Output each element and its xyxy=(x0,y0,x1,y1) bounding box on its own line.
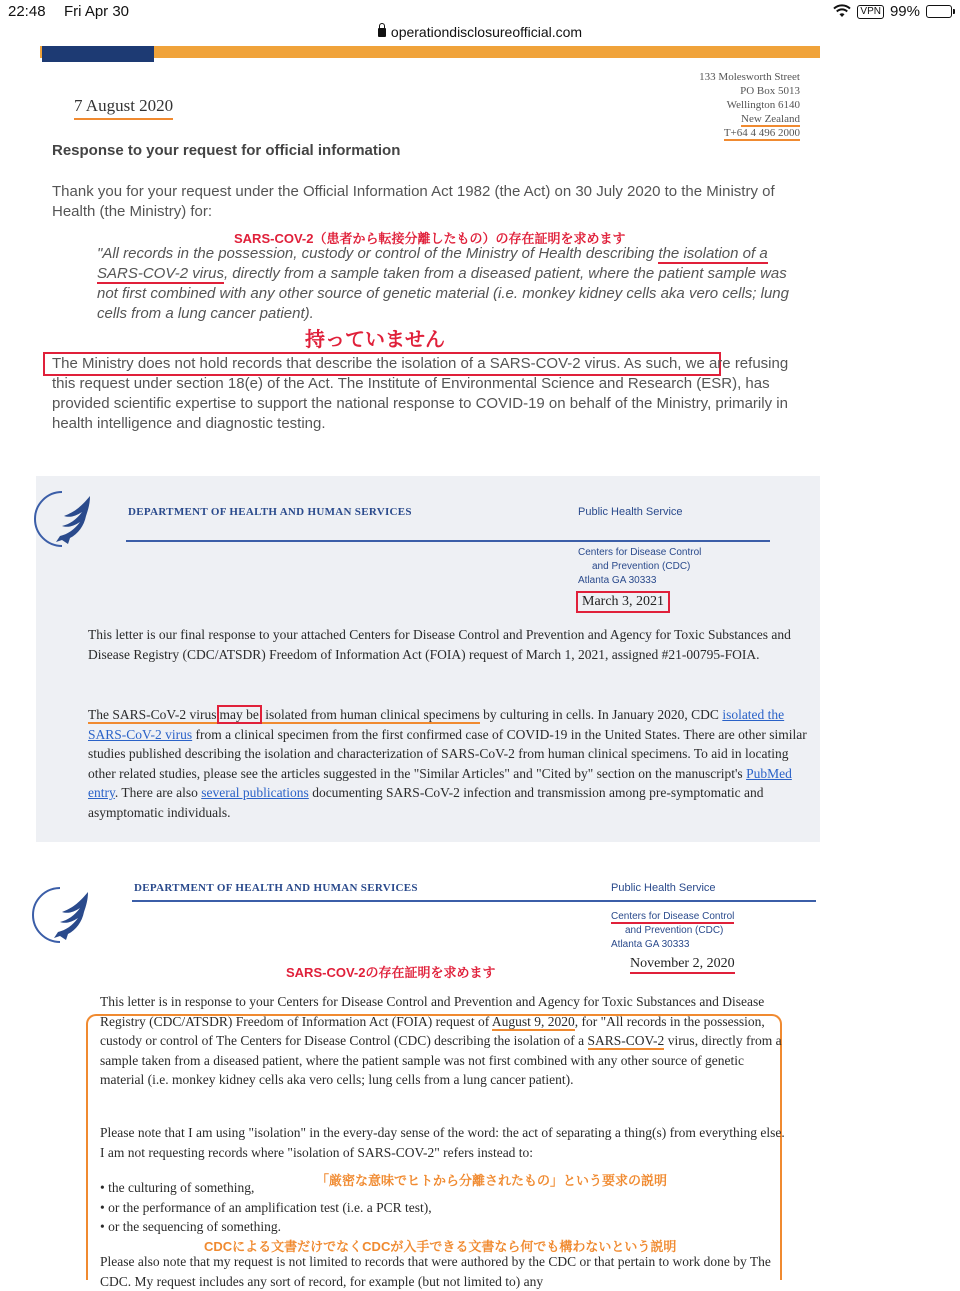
nz-finding-paragraph xyxy=(52,354,800,434)
address-line: T+64 4 496 2000 xyxy=(723,127,800,139)
body-text: from a clinical specimen from the first confirmed case of COVID-19 in the United States. There are other similar studies published describing the isolation and characterization of SARS-CoV-2 from human clinical specimens. To aid in locating other related studies, please see the articles suggested in the "Similar Articles" and "Cited by" section on the manuscript's xyxy=(88,726,807,781)
underlined-text: SARS-COV-2 xyxy=(587,1033,665,1048)
quote-highlight: the isolation of a SARS-COV-2 virus xyxy=(97,245,768,282)
list-item: • the culturing of something, xyxy=(100,1180,255,1195)
header-rule xyxy=(126,540,770,542)
url-text: operationdisclosureofficial.com xyxy=(390,24,583,40)
finding-rest: As such, we are refusing this request under section 18(e) of the Act. The Institute of Environmental Science and Research (ESR), has provided scientific expertise to support the national response to COVID-19 on behalf of the Ministry, primarily in health intelligence and diagnostic testing. xyxy=(52,355,789,432)
several-publications-link[interactable]: several publications xyxy=(201,785,309,800)
address-line: PO Box 5013 xyxy=(740,85,800,97)
address-line: Atlanta GA 30333 xyxy=(578,575,657,586)
jp-annotation: SARS-COV-2（患者から転接分離したもの）の存在証明を求めます xyxy=(234,231,626,246)
public-health-service: Public Health Service xyxy=(578,506,683,518)
body-text: documenting SARS-CoV-2 infection and transmission among pre-symptomatic and asymptomatic individuals. xyxy=(88,785,764,820)
november-letter-date: November 2, 2020 xyxy=(630,956,735,974)
body-text: , for "All records in the possession, custody or control of The Centers for Disease Control (CDC) describing the isolation of a xyxy=(100,1013,765,1048)
nz-intro-paragraph: Thank you for your request under the Official Information Act 1982 (the Act) on 30 July 2020 to the Ministry of Health (the Ministry) for: xyxy=(52,183,775,220)
cdc-march-paragraph-2 xyxy=(88,705,818,822)
body-text: by culturing in cells. In January 2020, CDC xyxy=(479,707,723,722)
list-item: • or the performance of an amplification test (i.e. a PCR test), xyxy=(100,1199,432,1215)
hhs-eagle-logo xyxy=(38,882,96,948)
status-right xyxy=(833,3,952,20)
nz-ministry-letter xyxy=(0,46,960,466)
hhs-dept-title: DEPARTMENT OF HEALTH AND HUMAN SERVICES xyxy=(128,506,412,518)
body-text: . There are also xyxy=(114,785,202,800)
cdc-november-paragraph-1 xyxy=(100,992,790,1090)
cdc-address xyxy=(611,910,734,952)
finding-text: The Ministry does not hold records that describe the isolation of a SARS-COV-2 virus. xyxy=(52,355,621,372)
address-line: Centers for Disease Control xyxy=(578,547,702,558)
nz-address xyxy=(699,70,800,140)
cdc-november-paragraph-3: Please also note that my request is not limited to records that were authored by the CDC or that pertain to work done by The CDC. My request includes any sort of record, for example (but not limited to) any xyxy=(100,1254,771,1289)
cdc-november-letter xyxy=(36,878,820,1289)
request-exclusions-list xyxy=(100,1178,600,1237)
jp-annotation: SARS-COV-2の存在証明を求めます xyxy=(286,965,496,980)
march-letter-date: March 3, 2021 xyxy=(576,591,670,613)
battery-percent: 99% xyxy=(889,3,920,20)
nz-request-quote xyxy=(97,244,797,324)
body-text: This letter is in response to your Centers for Disease Control and Prevention and Agency for Toxic Substances and Disease Registry (CDC/ATSDR) Freedom of Information Act (FOIA) request of xyxy=(100,994,765,1029)
address-line: Atlanta GA 30333 xyxy=(611,939,690,950)
cdc-march-letter xyxy=(36,476,820,842)
ministry-logo xyxy=(42,46,154,62)
nz-letter-date: 7 August 2020 xyxy=(74,96,173,120)
address-line: 133 Molesworth Street xyxy=(699,71,800,83)
quote-text: "All records in the possession, custody or control of the Ministry of Health describing xyxy=(97,245,659,262)
battery-icon xyxy=(926,5,952,18)
header-rule xyxy=(132,900,816,902)
nz-letter-heading: Response to your request for official information xyxy=(52,142,401,159)
public-health-service: Public Health Service xyxy=(611,882,716,894)
underlined-text: August 9, 2020 xyxy=(491,1013,575,1029)
address-bar[interactable] xyxy=(0,24,960,46)
cdc-address xyxy=(578,546,701,588)
vpn-badge: VPN xyxy=(857,5,884,19)
status-date: Fri Apr 30 xyxy=(64,3,130,20)
cdc-march-paragraph-1: This letter is our final response to your attached Centers for Disease Control and Prevention and Agency for Toxic Substances and Disease Registry (CDC/ATSDR) Freedom of Information Act (FOIA) request of March 1, 2021, assigned #21-00795-FOIA. xyxy=(88,627,791,662)
wifi-icon xyxy=(833,5,851,18)
hhs-dept-title: DEPARTMENT OF HEALTH AND HUMAN SERVICES xyxy=(134,882,418,894)
address-line: and Prevention (CDC) xyxy=(625,925,724,936)
address-line: and Prevention (CDC) xyxy=(592,561,691,572)
hhs-eagle-logo xyxy=(40,486,98,552)
list-item: • or the sequencing of something. xyxy=(100,1219,281,1234)
lock-icon xyxy=(378,28,386,37)
jp-annotation: CDCによる文書だけでなくCDCが入手できる文書なら何でも構わないという説明 xyxy=(204,1239,677,1254)
address-line: Centers for Disease Control xyxy=(611,911,735,922)
pubmed-entry-link[interactable]: PubMed entry xyxy=(88,765,792,800)
boxed-text: may be xyxy=(217,705,262,724)
isolated-virus-link[interactable]: isolated the SARS-CoV-2 virus xyxy=(88,707,785,742)
address-line: Wellington 6140 xyxy=(726,99,800,111)
underlined-text: The SARS-CoV-2 virus xyxy=(88,707,217,722)
jp-annotation: 持っていません xyxy=(305,329,445,351)
status-time: 22:48 xyxy=(8,3,46,20)
quote-text: , directly from a sample taken from a diseased patient, where the patient sample was not first combined with any other source of genetic material (i.e. monkey kidney cells aka vero cells; lung cells from a lung cancer patient). xyxy=(97,265,789,322)
cdc-november-paragraph-2: Please note that I am using "isolation" in the every-day sense of the word: the act of separating a thing(s) from everything else. I am not requesting records where "isolation of SARS-COV-2" refers instead to: xyxy=(100,1125,785,1160)
address-line: New Zealand xyxy=(741,113,800,125)
letterhead-band xyxy=(40,46,820,58)
body-text: virus, directly from a sample taken from a diseased patient, where the patient sample was not first combined with any other source of genetic material (i.e. monkey kidney cells aka vero cells; lung cells from a lung cancer patient). xyxy=(100,1033,782,1087)
jp-annotation: 「厳密な意味でヒトから分離されたもの」という要求の説明 xyxy=(316,1173,668,1188)
status-bar xyxy=(0,0,960,24)
underlined-text: isolated from human clinical specimens xyxy=(261,707,480,722)
